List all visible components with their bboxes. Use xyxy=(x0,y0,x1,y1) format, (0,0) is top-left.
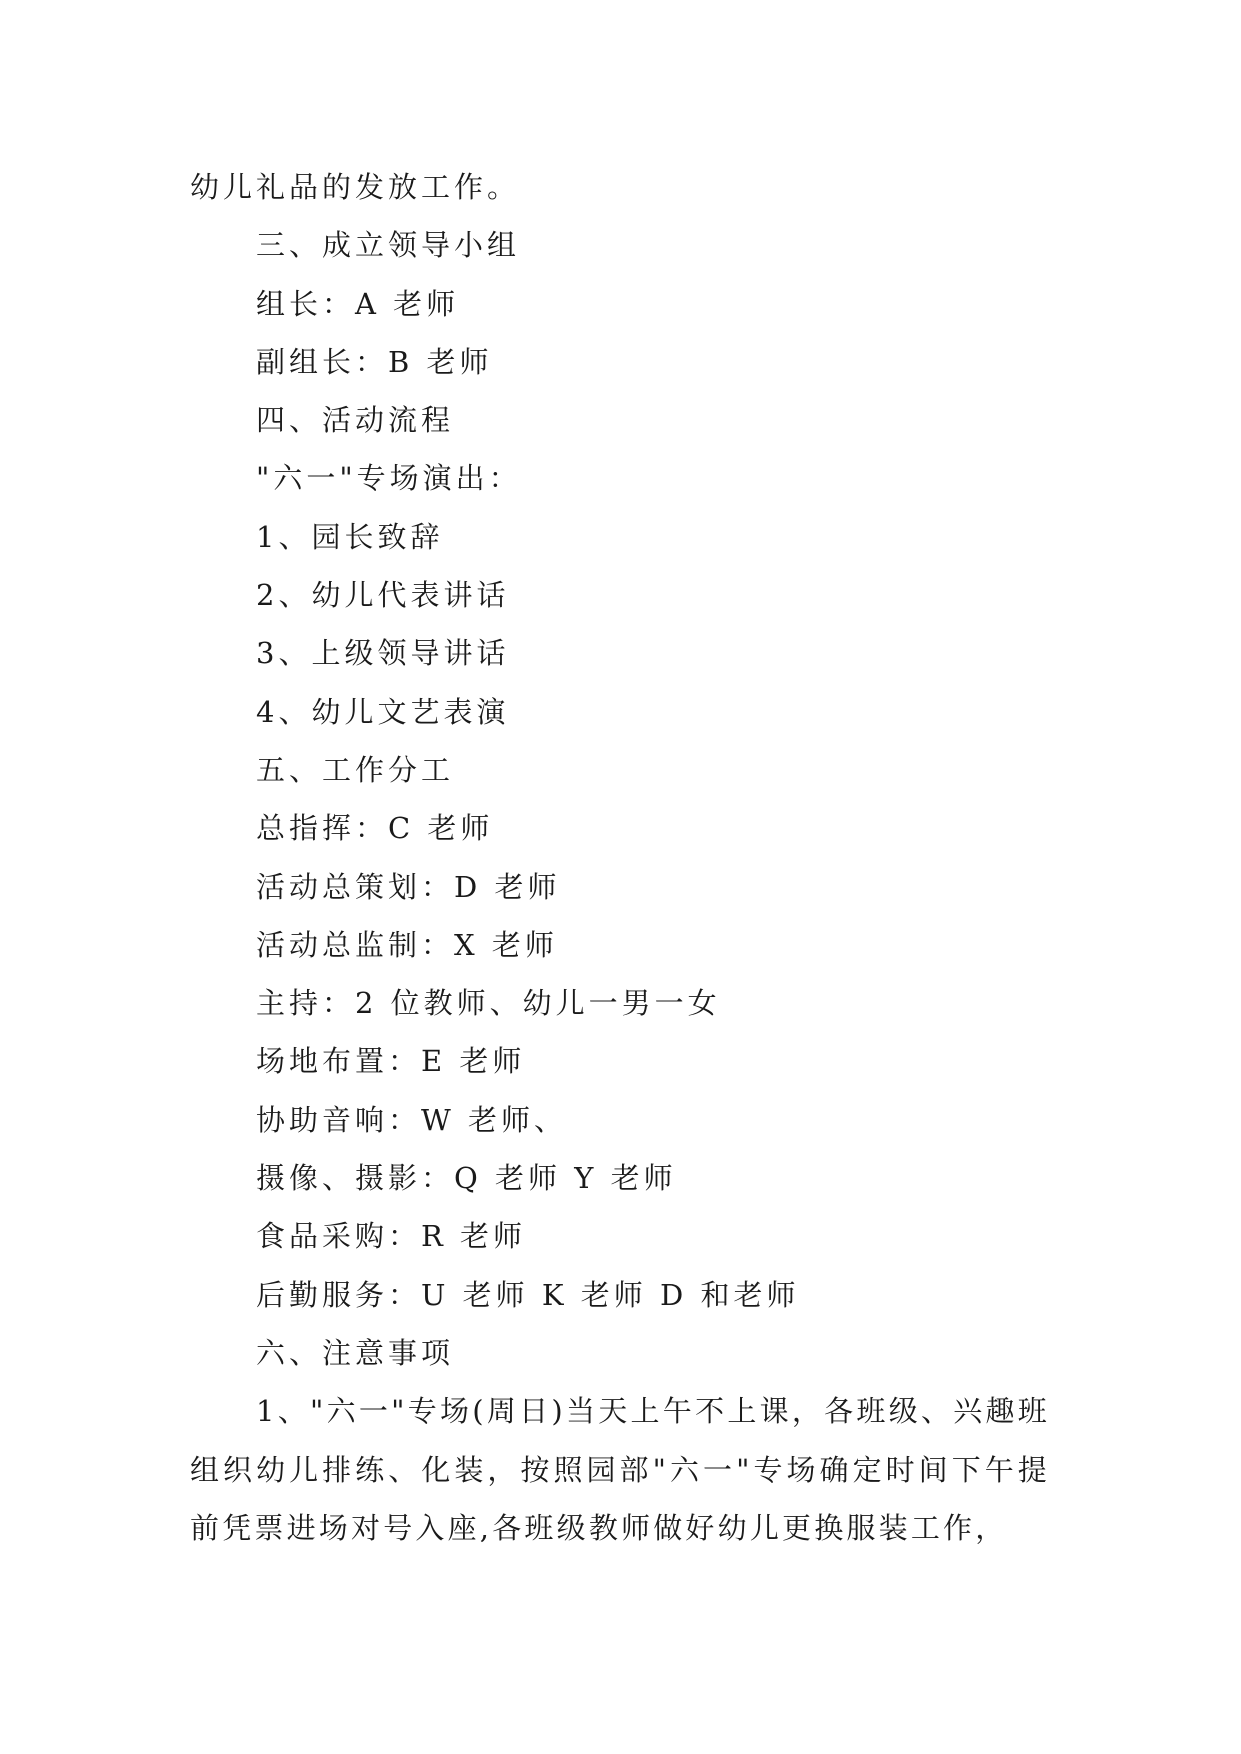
process-item: 4、幼儿文艺表演 xyxy=(256,694,510,729)
section-heading-notes: 六、注意事项 xyxy=(256,1335,455,1370)
role-line: 活动总策划：D 老师 xyxy=(256,869,561,904)
notice-paragraph: 1、"六一"专场(周日)当天上午不上课，各班级、兴趣班组织幼儿排练、化装，按照园部"六一"专场确定时间下午提前凭票进场对号入座,各班级教师做好幼儿更换服装工作， xyxy=(190,1394,1050,1545)
role-line: 总指挥：C 老师 xyxy=(256,811,494,846)
leader-line: 组长：A 老师 xyxy=(256,286,460,321)
continuation-line: 幼儿礼品的发放工作。 xyxy=(190,170,521,204)
role-line: 主持：2 位教师、幼儿一男一女 xyxy=(256,986,721,1021)
role-line: 场地布置：E 老师 xyxy=(256,1044,526,1079)
process-item: 1、园长致辞 xyxy=(256,519,444,554)
role-line: 摄像、摄影：Q 老师 Y 老师 xyxy=(256,1161,677,1196)
deputy-leader-line: 副组长：B 老师 xyxy=(256,344,493,379)
document-body xyxy=(190,158,1050,1557)
section-heading-division: 五、工作分工 xyxy=(256,752,455,787)
process-item: 2、幼儿代表讲话 xyxy=(256,578,510,613)
process-item: 3、上级领导讲话 xyxy=(256,636,510,671)
section-heading-leadership: 三、成立领导小组 xyxy=(256,228,521,263)
role-line: 食品采购：R 老师 xyxy=(256,1219,527,1254)
performance-heading: "六一"专场演出： xyxy=(256,461,522,496)
section-heading-process: 四、活动流程 xyxy=(256,403,455,438)
role-line: 协助音响：W 老师、 xyxy=(256,1102,568,1137)
role-line: 后勤服务：U 老师 K 老师 D 和老师 xyxy=(256,1277,800,1312)
role-line: 活动总监制：X 老师 xyxy=(256,927,558,962)
